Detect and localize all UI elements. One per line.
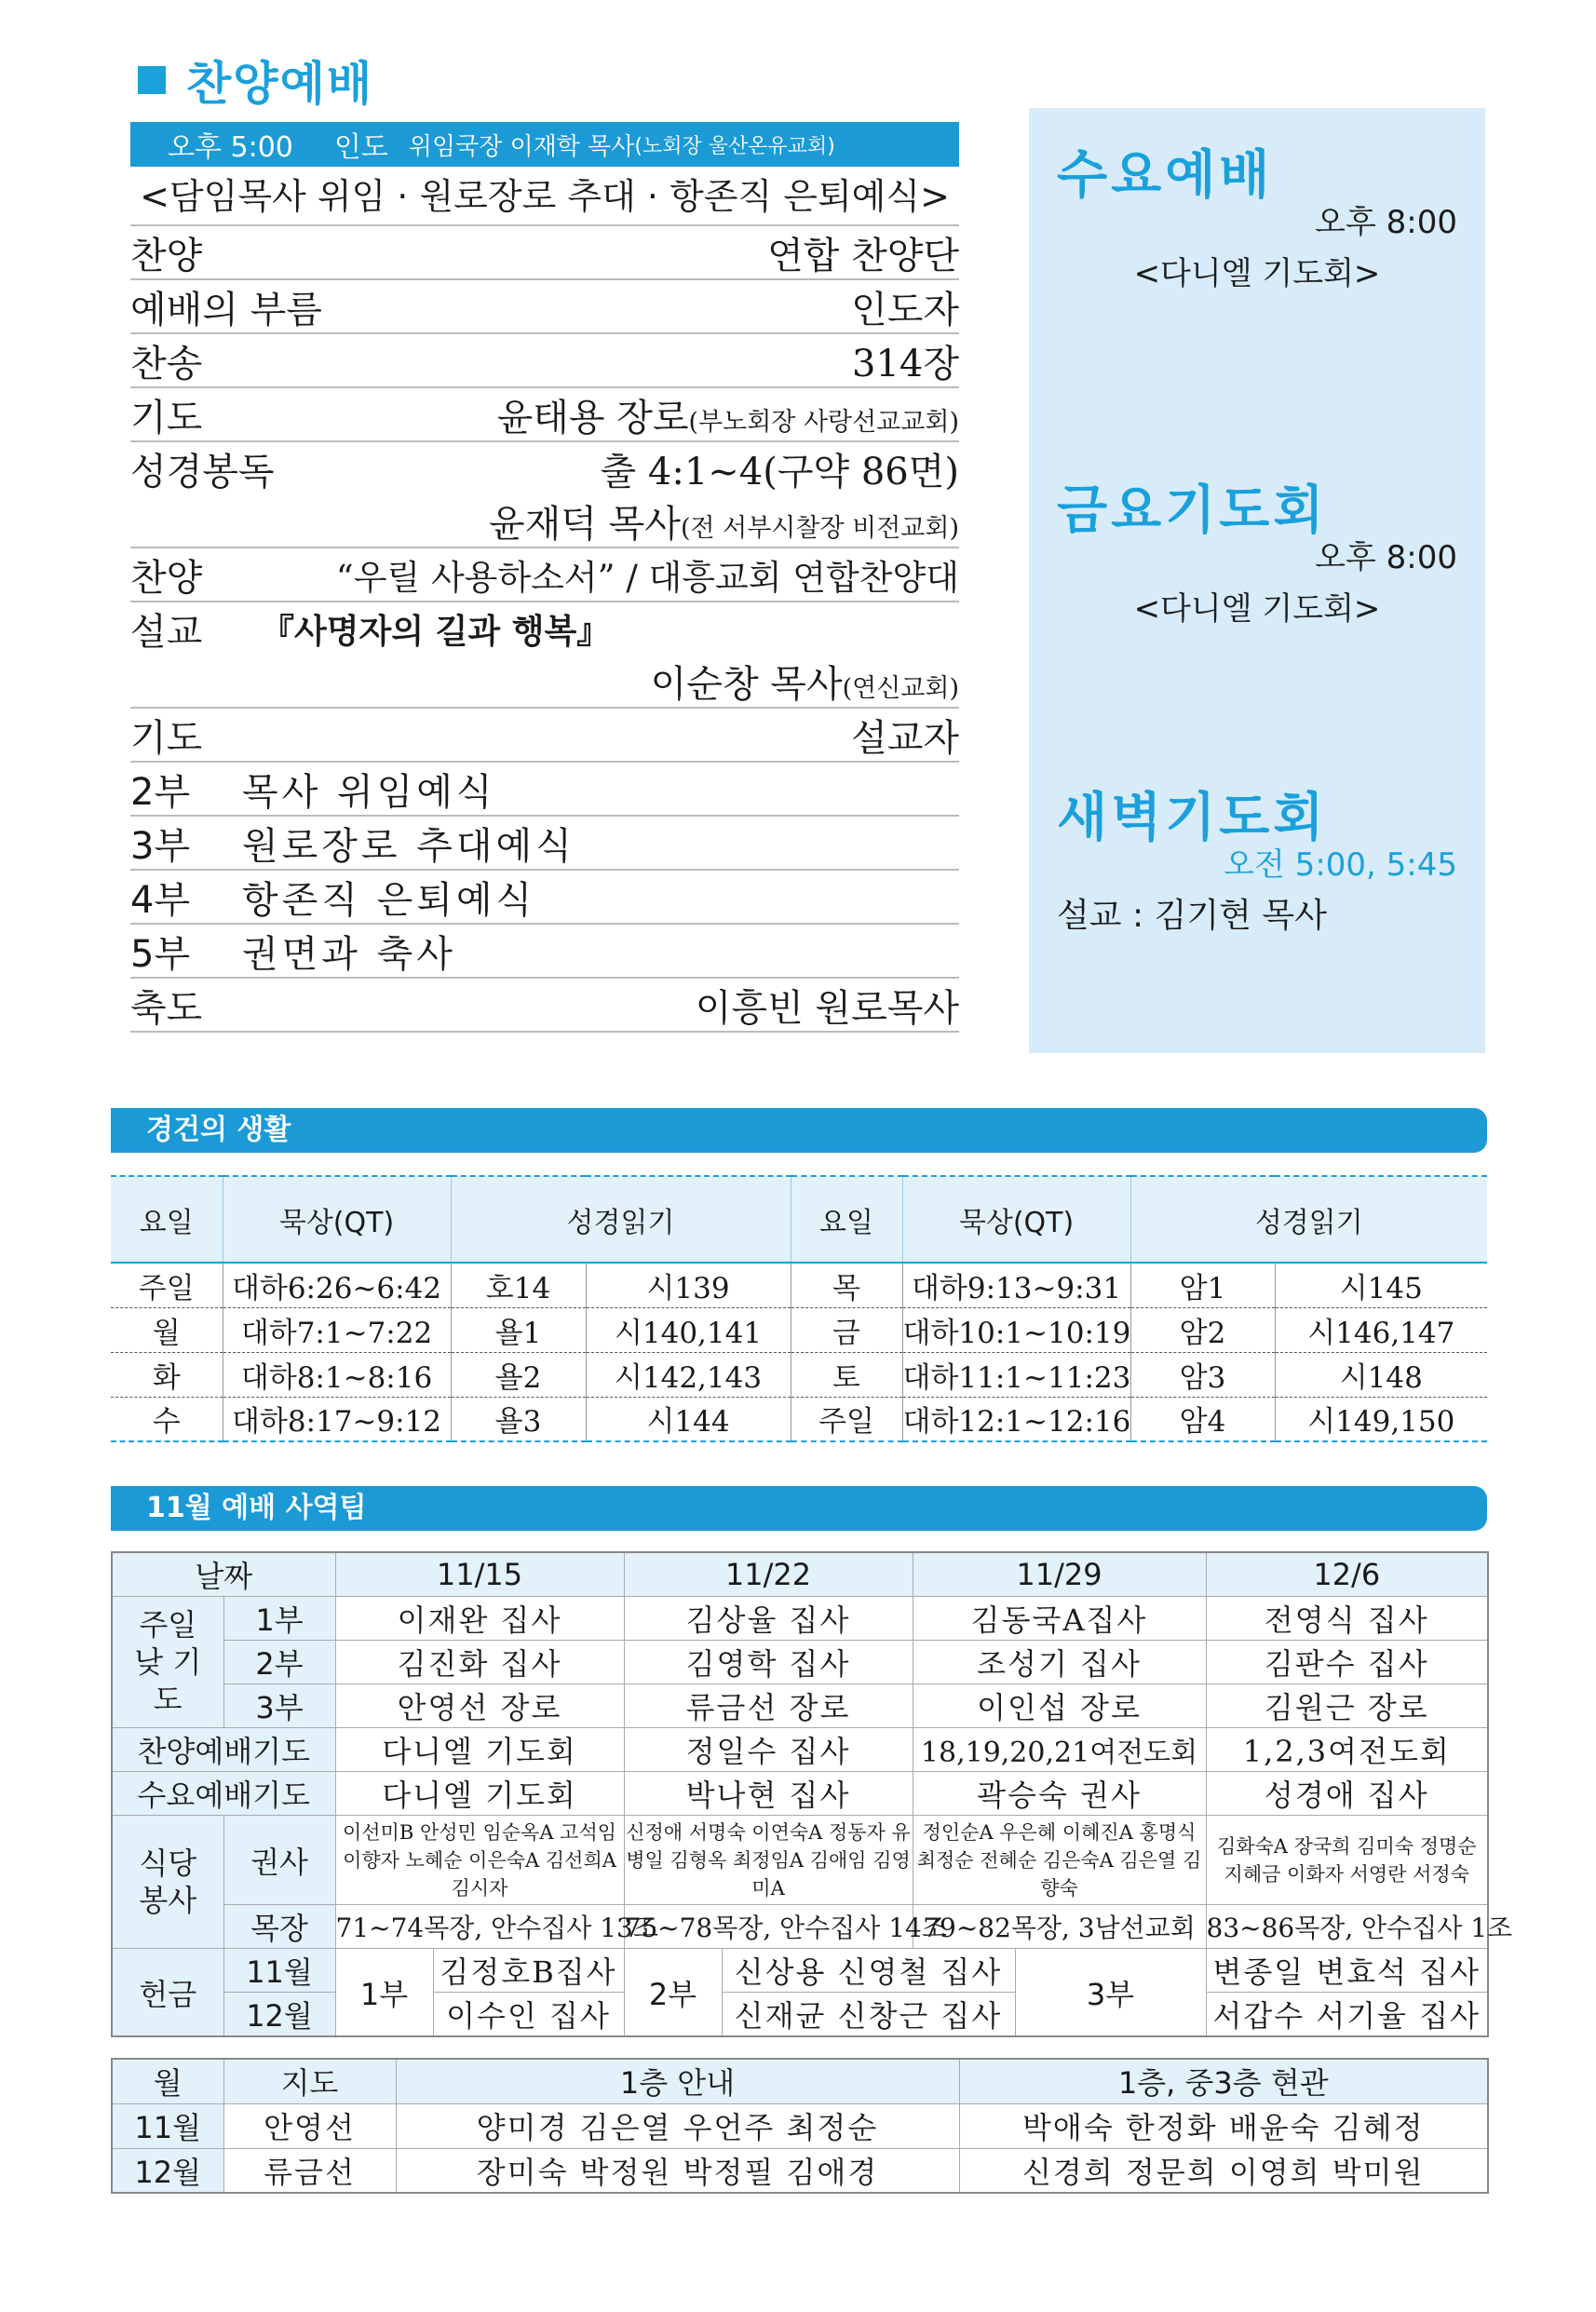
leader-name: 위임국장 이재학 목사 (408, 132, 635, 161)
date-cell: 11/22 (624, 1552, 913, 1597)
name-cell: 다니엘 기도회 (335, 1772, 624, 1816)
order-label: 성경봉독 (130, 450, 275, 493)
header-reading: 성경읽기 (1130, 1176, 1487, 1263)
order-value: 항존직 은퇴예식 (242, 878, 536, 922)
order-value: 출 4:1~4(구약 86면) (600, 450, 959, 493)
order-value: 목사 위임예식 (242, 770, 496, 814)
mokjang-cell: 83~86목장, 안수집사 1조 (1206, 1905, 1488, 1949)
wednesday-note: <다니엘 기도회> (1133, 255, 1381, 292)
part-label: 3부 (1015, 1949, 1206, 2037)
reading-cell: 암1 (1130, 1263, 1275, 1307)
order-label: 4부 (130, 878, 191, 922)
service-times-panel (1029, 108, 1485, 1053)
name-cell: 김원근 장로 (1206, 1684, 1488, 1728)
team-header-row (112, 1552, 1488, 1597)
order-value: 권면과 축사 (242, 932, 456, 976)
table-row (112, 1949, 1488, 1993)
order-value: 연합 찬양단 (767, 234, 959, 277)
qt-cell: 대하10:1~10:19 (902, 1307, 1130, 1352)
mokjang-label: 목장 (223, 1905, 335, 1949)
worship-order (130, 45, 959, 1033)
order-value-2: 이순창 목사 (650, 662, 843, 706)
worship-subtitle: <담임목사 위임 · 원로장로 추대 · 항존직 은퇴예식> (130, 167, 959, 226)
day-cell: 화 (111, 1352, 223, 1397)
table-row (112, 2103, 1488, 2148)
name-cell: 김정호B집사 (433, 1949, 624, 1993)
order-item (130, 709, 959, 763)
order-value: 314장 (852, 342, 959, 385)
table-row (111, 1352, 1487, 1397)
date-label: 날짜 (112, 1552, 335, 1597)
day-cell: 수 (111, 1397, 223, 1441)
order-label: 기도 (130, 396, 203, 439)
header-reading: 성경읽기 (451, 1176, 791, 1263)
table-row (112, 1772, 1488, 1816)
wed-prayer-label: 수요예배기도 (112, 1772, 335, 1816)
reading-cell: 시148 (1275, 1352, 1487, 1397)
name-cell: 18,19,20,21여전도회 (913, 1728, 1206, 1772)
name-cell: 김동국A집사 (913, 1597, 1206, 1641)
part-label: 1부 (223, 1597, 335, 1641)
ministry-team-table (111, 1551, 1513, 2037)
worship-title: 찬양예배 (186, 56, 374, 111)
month-cell: 11월 (112, 2103, 223, 2148)
day-cell: 목 (791, 1263, 902, 1307)
month-label: 12월 (223, 1993, 335, 2037)
guide-names: 장미숙 박정원 박정필 김애경 (396, 2148, 959, 2193)
order-label: 3부 (130, 824, 191, 868)
name-cell: 김상율 집사 (624, 1597, 913, 1641)
month-cell: 12월 (112, 2148, 223, 2193)
date-cell: 11/29 (913, 1552, 1206, 1597)
order-item (130, 548, 959, 602)
order-label: 예배의 부름 (130, 288, 322, 331)
mokjang-cell: 71~74목장, 안수집사 13조 (335, 1905, 624, 1949)
mokjang-cell: 75~78목장, 안수집사 14조 (624, 1905, 913, 1949)
devotion-header-row (111, 1176, 1487, 1263)
square-bullet-icon (138, 66, 166, 94)
name-cell: 이수인 집사 (433, 1993, 624, 2037)
reading-cell: 시140,141 (586, 1307, 791, 1352)
wednesday-title: 수요예배 (1057, 145, 1274, 206)
dawn-title: 새벽기도회 (1057, 788, 1328, 848)
header-qt: 묵상(QT) (902, 1176, 1130, 1263)
day-cell: 토 (791, 1352, 902, 1397)
part-label: 3부 (223, 1684, 335, 1728)
reading-cell: 시144 (586, 1397, 791, 1441)
table-row (112, 1905, 1488, 1949)
name-cell: 이인섭 장로 (913, 1684, 1206, 1728)
name-cell: 김영학 집사 (624, 1641, 913, 1684)
mokjang-cell: 79~82목장, 3남선교회 (913, 1905, 1206, 1949)
devotion-bar-title: 경건의 생활 (146, 1114, 291, 1146)
order-label: 찬양 (130, 556, 203, 600)
header-month: 월 (112, 2059, 223, 2103)
qt-cell: 대하12:1~12:16 (902, 1397, 1130, 1441)
order-item (130, 226, 959, 280)
order-item (130, 817, 959, 871)
friday-title: 금요기도회 (1057, 480, 1328, 541)
date-cell: 11/15 (335, 1552, 624, 1597)
worship-section-title (130, 45, 959, 115)
table-row (111, 1307, 1487, 1352)
qt-cell: 대하8:1~8:16 (223, 1352, 451, 1397)
qt-cell: 대하9:13~9:31 (902, 1263, 1130, 1307)
header-leader: 지도 (223, 2059, 396, 2103)
name-cell: 전영식 집사 (1206, 1597, 1488, 1641)
dawn-time: 오전 5:00, 5:45 (1224, 846, 1457, 884)
sunday-prayer-label: 주일낮 기도 (112, 1597, 223, 1728)
name-cell: 조성기 집사 (913, 1641, 1206, 1684)
order-item (130, 871, 959, 925)
order-item (130, 442, 959, 548)
kwonsa-names: 김화숙A 장국희 김미숙 정명순 지혜금 이화자 서영란 서정숙 (1206, 1816, 1488, 1905)
leader-label: 인도 (333, 131, 388, 164)
order-item (130, 925, 959, 979)
team-bar (111, 1486, 1487, 1531)
name-cell: 류금선 장로 (624, 1684, 913, 1728)
order-item (130, 763, 959, 817)
order-label: 찬양 (130, 234, 203, 277)
name-cell: 신상용 신영철 집사 (722, 1949, 1015, 1993)
order-item (130, 602, 959, 709)
part-label: 1부 (335, 1949, 433, 2037)
order-item (130, 388, 959, 442)
day-cell: 주일 (111, 1263, 223, 1307)
part-label: 2부 (624, 1949, 722, 2037)
order-note: (전 서부시찰장 비전교회) (680, 513, 959, 543)
name-cell: 1,2,3여전도회 (1206, 1728, 1488, 1772)
name-cell: 서갑수 서기율 집사 (1206, 1993, 1488, 2037)
order-label: 축도 (130, 986, 203, 1030)
worship-time-bar (130, 122, 959, 167)
worship-time: 오후 5:00 (168, 131, 293, 164)
reading-cell: 욜1 (451, 1307, 586, 1352)
name-cell: 다니엘 기도회 (335, 1728, 624, 1772)
dawn-preacher: 설교 : 김기현 목사 (1057, 897, 1327, 935)
order-label: 2부 (130, 770, 191, 814)
friday-note: <다니엘 기도회> (1133, 590, 1381, 628)
kwonsa-label: 권사 (223, 1816, 335, 1905)
kwonsa-names: 정인순A 우은혜 이혜진A 홍명식 최정순 전혜순 김은숙A 김은열 김향숙 (913, 1816, 1206, 1905)
table-row (112, 1816, 1488, 1905)
table-row (112, 1684, 1488, 1728)
table-row (112, 1597, 1488, 1641)
dining-service-label: 식당 봉사 (112, 1816, 223, 1949)
name-cell: 곽승숙 권사 (913, 1772, 1206, 1816)
team-bar-title: 11월 예배 사역팀 (146, 1492, 367, 1524)
header-day: 요일 (111, 1176, 223, 1263)
order-label: 찬송 (130, 342, 203, 385)
order-value: 설교자 (851, 716, 959, 760)
date-cell: 12/6 (1206, 1552, 1488, 1597)
table-row (112, 1993, 1488, 2037)
name-cell: 신재균 신창근 집사 (722, 1993, 1015, 2037)
reading-cell: 시142,143 (586, 1352, 791, 1397)
order-note: (연신교회) (842, 673, 959, 703)
devotion-bar (111, 1108, 1487, 1153)
order-value-2: 윤재덕 목사 (489, 502, 681, 546)
qt-cell: 대하11:1~11:23 (902, 1352, 1130, 1397)
name-cell: 박나현 집사 (624, 1772, 913, 1816)
name-cell: 김판수 집사 (1206, 1641, 1488, 1684)
order-item (130, 280, 959, 334)
kwonsa-names: 신정애 서명숙 이연숙A 정동자 유병일 김형옥 최정임A 김애임 김영미A (624, 1816, 913, 1905)
leader-cell: 안영선 (223, 2103, 396, 2148)
table-row (111, 1263, 1487, 1307)
reading-cell: 암2 (1130, 1307, 1275, 1352)
reading-cell: 시145 (1275, 1263, 1487, 1307)
praise-prayer-label: 찬양예배기도 (112, 1728, 335, 1772)
qt-cell: 대하8:17~9:12 (223, 1397, 451, 1441)
offering-label: 헌금 (112, 1949, 223, 2037)
reading-cell: 욜2 (451, 1352, 586, 1397)
order-item (130, 334, 959, 388)
leader-cell: 류금선 (223, 2148, 396, 2193)
order-value: 이흥빈 원로목사 (695, 986, 959, 1030)
name-cell: 성경애 집사 (1206, 1772, 1488, 1816)
table-row (112, 1728, 1488, 1772)
table-row (112, 1641, 1488, 1684)
table-row (112, 2148, 1488, 2193)
reading-cell: 호14 (451, 1263, 586, 1307)
header-entrance: 1층, 중3층 현관 (959, 2059, 1488, 2103)
friday-time: 오후 8:00 (1315, 539, 1457, 576)
table-row (111, 1397, 1487, 1441)
order-label: 설교 (130, 610, 203, 654)
order-note: (부노회장 사랑선교교회) (688, 407, 959, 437)
kwonsa-names: 이선미B 안성민 임순옥A 고석임 이향자 노혜순 이은숙A 김선희A 김시자 (335, 1816, 624, 1905)
day-cell: 주일 (791, 1397, 902, 1441)
day-cell: 금 (791, 1307, 902, 1352)
order-value: 원로장로 추대예식 (242, 824, 575, 868)
order-value: 윤태용 장로 (496, 396, 689, 439)
guide-header-row (112, 2059, 1488, 2103)
sermon-title: 『사명자의 길과 행복』 (261, 612, 611, 651)
leader-church: (노회장 울산온유교회) (634, 134, 835, 158)
order-value: “우릴 사용하소서” / 대흥교회 연합찬양대 (335, 558, 959, 598)
order-item (130, 979, 959, 1033)
name-cell: 정일수 집사 (624, 1728, 913, 1772)
name-cell: 김진화 집사 (335, 1641, 624, 1684)
header-qt: 묵상(QT) (223, 1176, 451, 1263)
qt-cell: 대하7:1~7:22 (223, 1307, 451, 1352)
month-label: 11월 (223, 1949, 335, 1993)
name-cell: 변종일 변효석 집사 (1206, 1949, 1488, 1993)
reading-cell: 시146,147 (1275, 1307, 1487, 1352)
part-label: 2부 (223, 1641, 335, 1684)
reading-cell: 시139 (586, 1263, 791, 1307)
wednesday-time: 오후 8:00 (1315, 204, 1457, 241)
guide-table (111, 2058, 1489, 2194)
name-cell: 안영선 장로 (335, 1684, 624, 1728)
day-cell: 월 (111, 1307, 223, 1352)
order-label: 5부 (130, 932, 191, 976)
reading-cell: 욜3 (451, 1397, 586, 1441)
qt-cell: 대하6:26~6:42 (223, 1263, 451, 1307)
name-cell: 이재완 집사 (335, 1597, 624, 1641)
reading-cell: 암4 (1130, 1397, 1275, 1441)
devotion-table (111, 1175, 1487, 1442)
reading-cell: 시149,150 (1275, 1397, 1487, 1441)
header-floor1-guide: 1층 안내 (396, 2059, 959, 2103)
header-day: 요일 (791, 1176, 902, 1263)
entrance-names: 박애숙 한정화 배윤숙 김혜정 (959, 2103, 1488, 2148)
order-value: 인도자 (851, 288, 959, 331)
reading-cell: 암3 (1130, 1352, 1275, 1397)
order-label: 기도 (130, 716, 203, 760)
entrance-names: 신경희 정문희 이영희 박미원 (959, 2148, 1488, 2193)
guide-names: 양미경 김은열 우언주 최정순 (396, 2103, 959, 2148)
